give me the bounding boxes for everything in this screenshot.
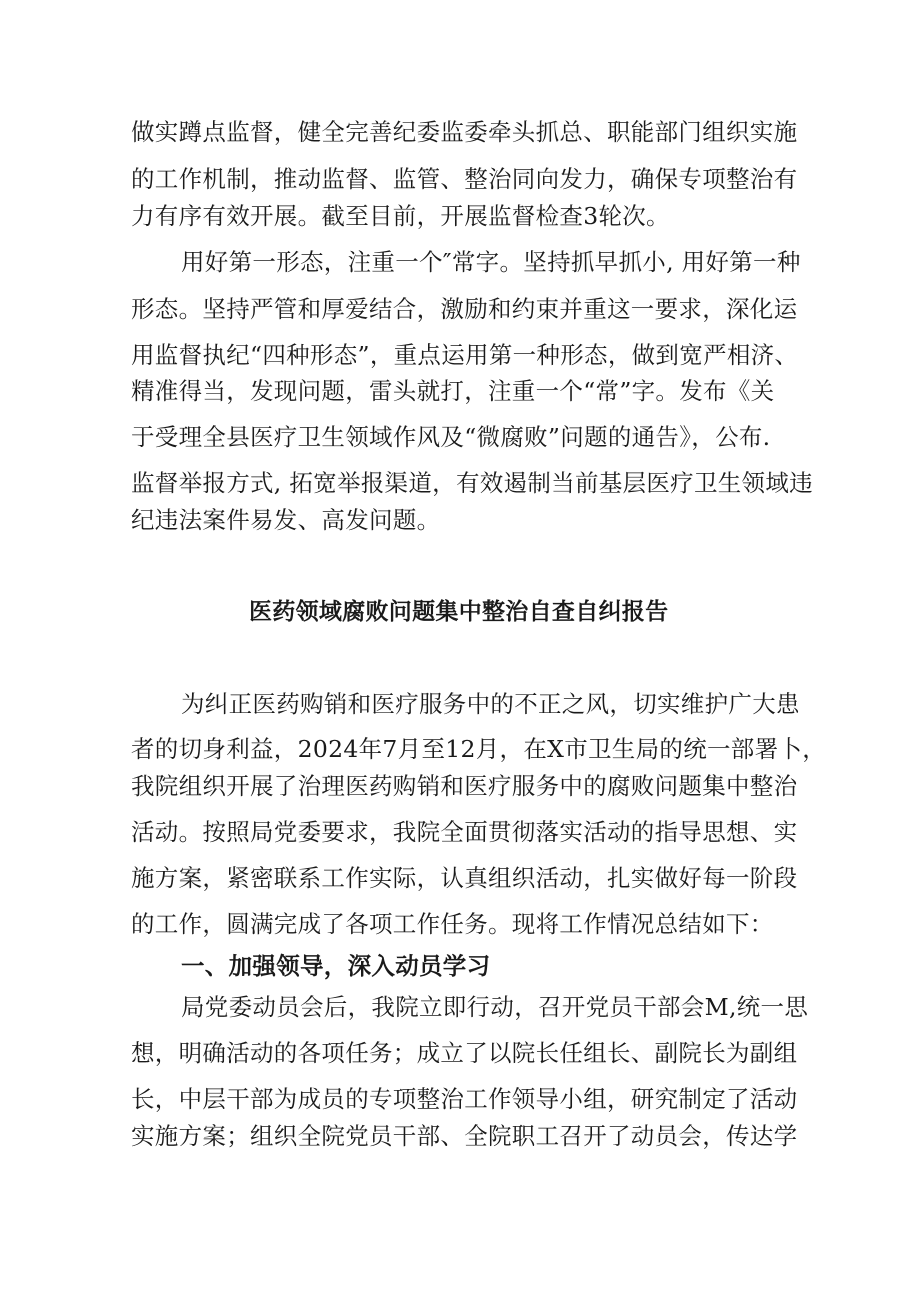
body-line: 我院组织开展了治理医药购销和医疗服务中的腐败问题集中整治 [131,772,798,800]
body-line: 为纠正医药购销和医疗服务中的不正之风，切实维护广大患 [181,690,800,718]
body-line: 形态。坚持严管和厚爱结合，激励和约束并重这一要求，深化运 [131,295,798,323]
section-title: 医药领域腐败问题集中整治自查自纠报告 [249,598,669,625]
body-line: 用好第一形态，注重一个″常字。坚持抓早抓小, 用好第一种 [181,248,801,276]
body-line: 做实蹲点监督，健全完善纪委监委牵头抓总、职能部门组织实施 [131,118,798,146]
subsection-heading: 一、加强领导，深入动员学习 [181,952,491,980]
body-line: 局党委动员会后，我院立即行动，召开党员干部会M,统一思 [181,993,809,1021]
body-line: 活动。按照局党委要求，我院全面贯彻落实活动的指导思想、实 [131,818,798,846]
body-line: 实施方案；组织全院党员干部、全院职工召开了动员会，传达学 [131,1122,798,1150]
body-line: 用监督执纪“四种形态”，重点运用第一种形态，做到宽严相济、 [131,341,799,369]
body-line: 纪违法案件易发、高发问题。 [131,506,441,534]
body-line: 于受理全县医疗卫生领域作风及“微腐败”问题的通告》，公布. [131,423,771,451]
body-line: 的工作机制，推动监督、监管、整治同向发力，确保专项整治有 [131,165,798,193]
body-line: 力有序有效开展。截至目前，开展监督检查3轮次。 [131,202,670,230]
body-line: 的工作，圆满完成了各项工作任务。现将工作情况总结如下： [131,910,774,938]
body-line: 长，中层干部为成员的专项整治工作领导小组，研究制定了活动 [131,1085,798,1113]
body-line: 想，明确活动的各项任务；成立了以院长任组长、副院长为副组 [131,1039,798,1067]
body-line: 精准得当，发现问题，雷头就打，注重一个“常”字。发布《关 [131,377,775,405]
body-line: 监督举报方式, 拓宽举报渠道，有效遏制当前基层医疗卫生领域违 [131,469,813,497]
body-line: 施方案，紧密联系工作实际，认真组织活动，扎实做好每一阶段 [131,864,798,892]
body-line: 者的切身利益，2024年7月至12月，在X市卫生局的统一部署卜， [131,735,826,763]
